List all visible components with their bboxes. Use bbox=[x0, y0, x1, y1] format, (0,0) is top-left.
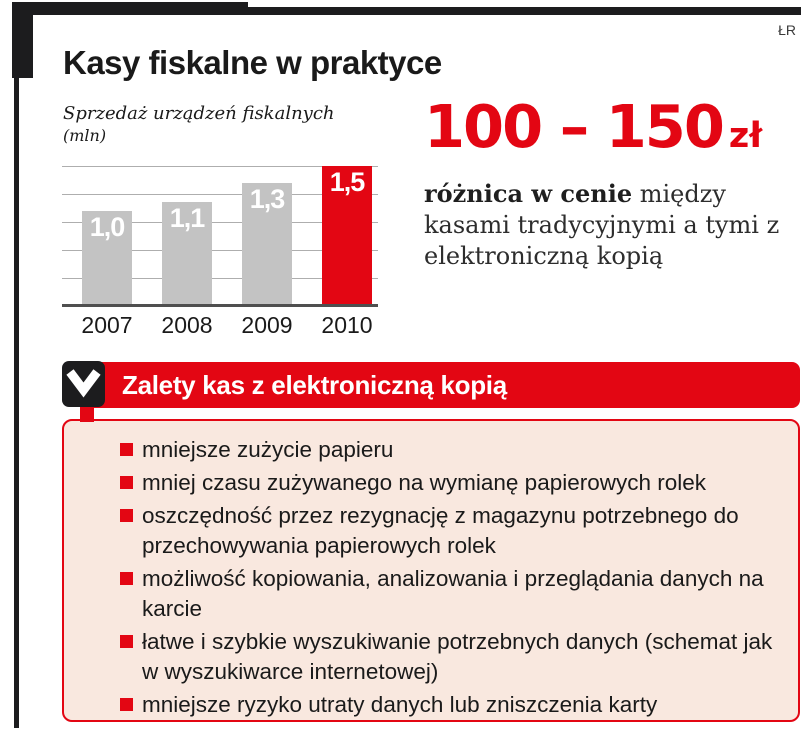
bar-value-label: 1,3 bbox=[249, 184, 285, 214]
list-item bbox=[120, 435, 784, 465]
author-credit: ŁR bbox=[778, 22, 796, 38]
bullet-square-icon bbox=[120, 509, 133, 522]
bullet-square-icon bbox=[120, 698, 133, 711]
chart-unit-label: (mln) bbox=[63, 126, 107, 145]
advantages-panel bbox=[62, 419, 800, 722]
bar-2008 bbox=[162, 202, 212, 304]
list-item bbox=[120, 468, 784, 498]
bullet-square-icon bbox=[120, 443, 133, 456]
bullet-square-icon bbox=[120, 572, 133, 585]
advantages-header-text: Zalety kas z elektroniczną kopią bbox=[122, 370, 507, 400]
advantages-header-band bbox=[76, 362, 800, 408]
page-title: Kasy fiskalne w praktyce bbox=[63, 44, 442, 81]
bar-value-label: 1,1 bbox=[169, 203, 205, 233]
list-item bbox=[120, 690, 784, 720]
advantages-list bbox=[64, 421, 798, 720]
bar-chart-plot bbox=[62, 166, 378, 307]
chart-title-text: Sprzedaż urządzeń fiskalnych bbox=[63, 103, 335, 124]
list-item-text: mniej czasu zużywanego na wymianę papierowych rolek bbox=[142, 470, 707, 495]
frame-left-bar-thin bbox=[14, 78, 19, 728]
list-item-text: łatwe i szybkie wyszukiwanie potrzebnych danych (schemat jak w wyszukiwarce internetowej) bbox=[142, 629, 773, 684]
frame-top-bar-thin bbox=[248, 7, 801, 15]
price-callout bbox=[424, 92, 762, 161]
chart-title bbox=[63, 103, 335, 147]
x-axis-label: 2008 bbox=[161, 312, 213, 338]
list-item-text: możliwość kopiowania, analizowania i przeglądania danych na karcie bbox=[142, 566, 764, 621]
list-item bbox=[120, 627, 784, 687]
chevron-down-icon bbox=[62, 361, 105, 407]
bullet-square-icon bbox=[120, 635, 133, 648]
price-description-bold: różnica w cenie bbox=[424, 179, 633, 208]
price-description bbox=[424, 178, 796, 272]
bar-2009 bbox=[242, 183, 292, 304]
list-item bbox=[120, 501, 784, 561]
bar-value-label: 1,0 bbox=[89, 212, 125, 242]
chart-baseline bbox=[62, 304, 378, 307]
bar-2010 bbox=[322, 166, 372, 304]
bullet-square-icon bbox=[120, 476, 133, 489]
list-item-text: mniejsze zużycie papieru bbox=[142, 437, 394, 462]
bar-value-label: 1,5 bbox=[329, 167, 365, 197]
frame-top-bar-thick bbox=[18, 2, 248, 15]
price-description-rest: między kasami tradycyjnymi a tymi z elektroniczną kopią bbox=[424, 180, 780, 270]
x-axis-label: 2009 bbox=[241, 312, 293, 338]
list-item bbox=[120, 564, 784, 624]
price-currency: zł bbox=[728, 116, 763, 156]
price-amount: 100 – 150 bbox=[424, 92, 723, 161]
x-axis-label: 2007 bbox=[81, 312, 133, 338]
chart-x-axis bbox=[62, 312, 378, 338]
frame-left-bar-thick bbox=[12, 2, 33, 78]
x-axis-label: 2010 bbox=[321, 312, 373, 338]
bar-2007 bbox=[82, 211, 132, 304]
list-item-text: oszczędność przez rezygnację z magazynu potrzebnego do przechowywania papierowych rolek bbox=[142, 503, 739, 558]
list-item-text: mniejsze ryzyko utraty danych lub zniszczenia karty bbox=[142, 692, 658, 717]
